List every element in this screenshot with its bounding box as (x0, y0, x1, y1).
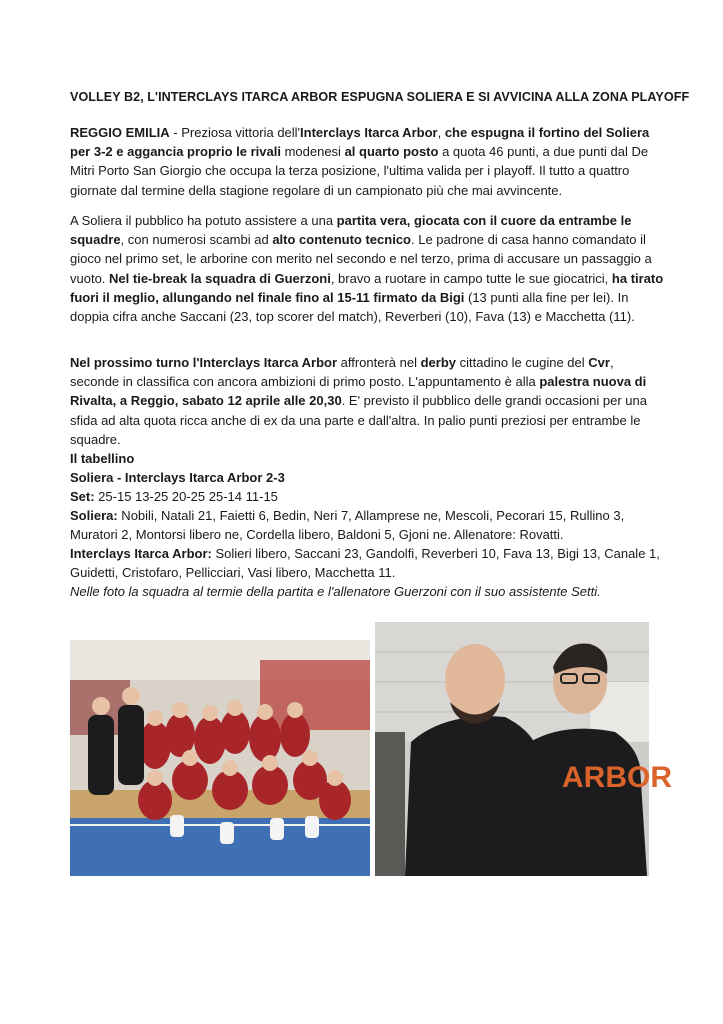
text-run: a quota 46 punti, a due punti dal De Mitri Porto San Giorgio che occupa la terza posizione, l'ultima valida per i playoff. Il tutto a quattro giornate dal termine della stagione regolare di un campionato più che mai avvincente. (70, 144, 649, 198)
text-run: modenesi (280, 144, 345, 160)
match-result: Soliera - Interclays Itarca Arbor 2-3 (70, 470, 285, 485)
text-run: che espugna il fortino del Soliera per 3-2 e aggancia proprio le rivali (70, 125, 650, 160)
arbor-roster-line-2: Guidetti, Cristofaro, Pellicciari, Vasi libero, Macchetta 11. (70, 565, 396, 580)
article-headline: VOLLEY B2, L'INTERCLAYS ITARCA ARBOR ESPUGNA SOLIERA E SI AVVICINA ALLA ZONA PLAYOFF (70, 90, 690, 104)
text-run: affronterà nel (337, 355, 421, 370)
text-run: , con numerosi scambi ad (120, 232, 273, 248)
shirt-logo-text: ARBOR (562, 761, 672, 794)
text-run: . Le padrone di casa hanno comandato il gioco nel primo set, le arborine con merito nel secondo e nel terzo, prima di accusare un passaggio a vuoto. (70, 232, 652, 286)
text-run: alto contenuto tecnico (272, 232, 411, 248)
arbor-roster: Solieri libero, Saccani 23, Gandolfi, Reverberi 10, Fava 13, Bigi 13, Canale 1, (211, 546, 660, 561)
text-run: (13 punti alla fine per lei). In doppia cifra anche Saccani (23, top scorer del match), Reverberi (10), Fava (13) e Macchetta (11). (70, 289, 635, 325)
text-run: cittadino le cugine del (456, 355, 589, 370)
paragraph-next-match (70, 353, 665, 449)
paragraph-match-report (70, 211, 665, 326)
soliera-roster-line (70, 506, 670, 525)
set-label: Set: (70, 489, 95, 504)
text-run: A Soliera il pubblico ha potuto assistere a una (70, 213, 337, 228)
text-run: al quarto posto (344, 144, 439, 160)
text-run: , (437, 125, 445, 140)
text-run: Nel prossimo turno l'Interclays Itarca Arbor (70, 355, 338, 370)
text-run: palestra nuova di Rivalta, a Reggio, sabato 12 aprile alle 20,30 (70, 374, 647, 409)
text-run: Cvr (588, 355, 610, 370)
arbor-label: Interclays Itarca Arbor: (70, 546, 212, 561)
text-run: derby (420, 355, 457, 370)
arbor-roster-line (70, 544, 670, 563)
text-run: Nel tie-break la squadra di Guerzoni (109, 270, 331, 286)
text-run: REGGIO EMILIA (70, 125, 170, 140)
text-run: - Preziosa vittoria dell' (169, 125, 301, 140)
paragraph-intro (70, 123, 665, 200)
text-run: partita vera, giocata con il cuore da entrambe le squadre (70, 213, 632, 248)
set-scores-line (70, 487, 670, 506)
coaches-photo-image (375, 622, 672, 876)
text-run: , bravo a ruotare in campo tutte le sue giocatrici, (330, 270, 612, 286)
text-run: , seconde in classifica con ancora ambizioni di primo posto. L'appuntamento è alla (70, 355, 614, 390)
text-run: ha tirato fuori il meglio, allungando nel finale fino al 15-11 firmato da Bigi (70, 270, 664, 305)
text-run: . E' previsto il pubblico delle grandi occasioni per una sfida ad alta quota ricca anche di ex da una parte e dall'altra. In palio punti preziosi per entrambe le squadre. (70, 393, 647, 447)
team-photo (70, 640, 370, 876)
soliera-roster-line-2: Muratori 2, Montorsi libero ne, Cordella libero, Baldoni 5, Gjoni ne. Allenatore: Rovatti. (70, 527, 564, 542)
team-photo-image (70, 640, 370, 876)
set-scores: 25-15 13-25 20-25 25-14 11-15 (94, 489, 278, 504)
text-run: Interclays Itarca Arbor (300, 125, 438, 140)
tabellino-heading: Il tabellino (70, 451, 135, 466)
soliera-roster: Nobili, Natali 21, Faietti 6, Bedin, Neri 7, Allamprese ne, Mescoli, Pecorari 15, Rullino 3, (117, 508, 625, 523)
photo-caption: Nelle foto la squadra al termie della partita e l'allenatore Guerzoni con il suo assistente Setti. (70, 584, 601, 599)
coaches-photo (375, 622, 672, 876)
soliera-label: Soliera: (70, 508, 118, 523)
